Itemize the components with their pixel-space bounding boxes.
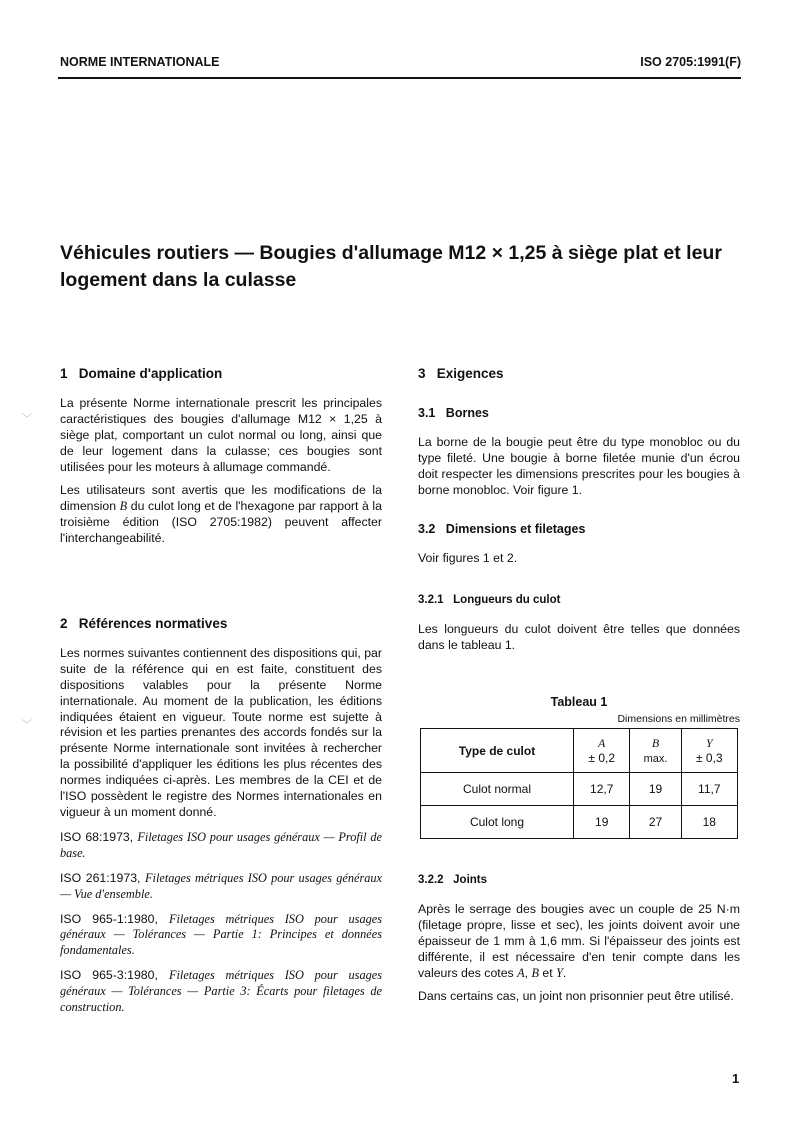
paragraph: Après le serrage des bougies avec un couple de 25 N·m (filetage propre, lisse et sec), les joints doivent avoir une épaisseur de 1 mm à 1,6 mm. Si l'épaisseur des joints est différente, il est nécessaire d'en tenir compte dans les valeurs des cotes A, B et Y. [418, 901, 740, 980]
section-heading: 3 Exigences [418, 366, 504, 381]
header-rule [58, 77, 741, 79]
margin-mark: ﹀ [22, 414, 32, 425]
page-number: 1 [732, 1071, 740, 1086]
subsection-heading: 3.2.2 Joints [418, 874, 488, 886]
section-2 [60, 616, 382, 1016]
table-cell: 19 [630, 773, 681, 806]
paragraph: Les longueurs du culot doivent être telles que données dans le tableau 1. [418, 622, 740, 653]
column-header: Type de culot [421, 729, 574, 773]
table-cell: 12,7 [574, 773, 630, 806]
header-left: NORME INTERNATIONALE [60, 55, 220, 69]
paragraph: Voir figures 1 et 2. [418, 551, 518, 566]
paragraph: La borne de la bougie peut être du type monobloc ou du type fileté. Une bougie à borne filetée munie d'un écrou doit respecter les dimensions prescrites pour les bougies à borne monobloc. Voir figure 1. [418, 434, 740, 497]
section-heading: 2 Références normatives [60, 616, 228, 631]
subsection-heading: 3.2.1 Longueurs du culot [418, 594, 561, 607]
margin-mark: ﹀ [22, 720, 32, 731]
column-header: A ± 0,2 [574, 729, 630, 773]
column-header: B max. [630, 729, 681, 773]
paragraph: Les utilisateurs sont avertis que les modifications de la dimension B du culot long et de l'hexagone par rapport à la troisième édition (ISO 2705:1982) peuvent affecter l'interchangeabilité. [60, 483, 383, 546]
reference: ISO 965-3:1980, Filetages métriques ISO pour usages généraux — Tolérances — Partie 3: Écarts pour filetages de construction. [60, 968, 383, 1015]
section-3-2-2 [418, 873, 740, 1005]
reference: ISO 965-1:1980, Filetages métriques ISO pour usages généraux — Tolérances — Partie 1: Principes et données fondamentales. [60, 911, 383, 958]
subsection-heading: 3.2 Dimensions et filetages [418, 522, 586, 537]
table-cell: 11,7 [681, 773, 737, 806]
table-cell: 18 [681, 806, 737, 839]
table-caption: Tableau 1 [550, 695, 608, 709]
document-title: Véhicules routiers — Bougies d'allumage M12 × 1,25 à siège plat et leur logement dans la culasse [60, 242, 722, 291]
dimensions-table [420, 728, 738, 839]
header-right: ISO 2705:1991(F) [640, 55, 741, 69]
table-cell: 19 [574, 806, 630, 839]
paragraph: Dans certains cas, un joint non prisonnier peut être utilisé. [418, 989, 734, 1004]
reference: ISO 68:1973, Filetages ISO pour usages généraux — Profil de base. [60, 829, 382, 860]
paragraph: La présente Norme internationale prescrit les principales caractéristiques des bougies d'allumage M12 × 1,25 à siège plat, comportant un culot normal ou long, ainsi que de leur logement dans la culasse; ces bougies sont utilisées pour les moteurs à allumage commandé. [60, 395, 382, 474]
section-heading: 1 Domaine d'application [60, 366, 223, 381]
table-row [421, 806, 738, 839]
subsection-heading: 3.1 Bornes [418, 405, 489, 420]
reference: ISO 261:1973, Filetages métriques ISO pour usages généraux — Vue d'ensemble. [60, 870, 382, 901]
column-header: Y ± 0,3 [681, 729, 737, 773]
table-cell: 27 [630, 806, 681, 839]
table-header-row [421, 729, 738, 773]
paragraph: Les normes suivantes contiennent des dispositions qui, par suite de la référence qui en est faite, constituent des dispositions valables pour la présente Norme internationale. Au moment de la publication, les éditions indiquées étaient en vigueur. Toute norme est sujette à révision et les parties prenantes des accords fondés sur la présente Norme internationale sont invitées à rechercher la possibilité d'appliquer les éditions les plus récentes des normes indiquées ci-après. Les membres de la CEI et de l'ISO possèdent le registre des Normes internationales en vigueur à un moment donné. [60, 645, 382, 819]
table-units: Dimensions en millimètres [617, 713, 740, 725]
table-cell: Culot long [421, 806, 574, 839]
table-row [421, 773, 738, 806]
section-3 [418, 366, 740, 654]
section-1 [60, 366, 382, 547]
table-cell: Culot normal [421, 773, 574, 806]
